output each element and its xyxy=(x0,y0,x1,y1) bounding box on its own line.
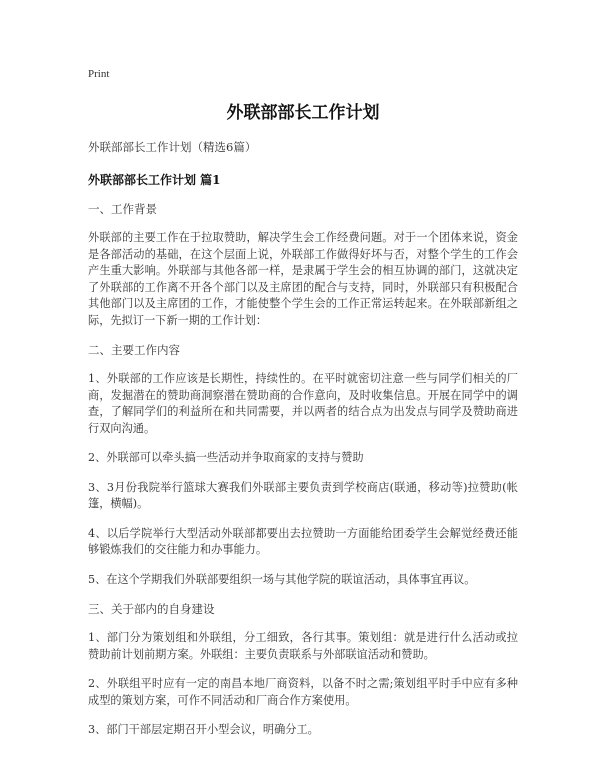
self-building-item-1: 1、部门分为策划组和外联组，分工细致，各行其事。策划组：就是进行什么活动或拉赞助前计划前期方案。外联组：主要负责联系与外部联谊活动和赞助。 xyxy=(88,631,518,661)
section-heading-main-work: 二、主要工作内容 xyxy=(88,343,180,357)
article-heading: 外联部部长工作计划 篇1 xyxy=(88,173,221,187)
main-work-item-2: 2、外联部可以牵头搞一些活动并争取商家的支持与赞助 xyxy=(88,451,364,464)
main-work-item-5: 5、在这个学期我们外联部要组织一场与其他学院的联谊活动，具体事宜再议。 xyxy=(88,572,476,586)
print-link[interactable]: Print xyxy=(88,68,110,80)
self-building-item-3: 3、部门干部层定期召开小型会议，明确分工。 xyxy=(88,723,319,736)
main-work-item-4: 4、以后学院举行大型活动外联部都要出去拉赞助一方面能给团委学生会解觉经费还能够锻炼我们的交往能力和办事能力。 xyxy=(88,526,518,556)
main-work-item-3: 3、3月份我院举行篮球大赛我们外联部主要负责到学校商店(联通，移动等)拉赞助(帐篷，横幅)。 xyxy=(88,480,518,510)
document-subtitle: 外联部部长工作计划（精选6篇） xyxy=(88,140,257,154)
self-building-item-2: 2、外联组平时应有一定的南昌本地厂商资料，以备不时之需;策划组平时手中应有多种成型的策划方案，可作不同活动和厂商合作方案使用。 xyxy=(88,677,518,707)
section-heading-self-building: 三、关于部内的自身建设 xyxy=(88,602,215,616)
background-paragraph: 外联部的主要工作在于拉取赞助，解决学生会工作经费问题。对于一个团体来说，资金是各部活动的基础，在这个层面上说，外联部工作做得好坏与否，对整个学生的工作会产生重大影响。外联部与其他各部一样，是隶属于学生会的相互协调的部门，这就决定了外联部的工作离不开各个部门以及主席团的配合与支持，同时，外联部只有积极配合其他部门以及主席团的工作，才能使整个学生会的工作正常运转起来。在外联部新组之际，先拟订一下新一期的工作计划： xyxy=(88,231,518,327)
main-work-item-1: 1、外联部的工作应该是长期性，持续性的。在平时就密切注意一些与同学们相关的厂商，发掘潜在的赞助商洞察潜在赞助商的合作意向，及时收集信息。开展在同学中的调查，了解同学们的利益所在和共同需要，并以两者的结合点为出发点与同学及赞助商进行双向沟通。 xyxy=(88,372,518,435)
section-heading-background: 一、工作背景 xyxy=(88,202,157,216)
page-title: 外联部部长工作计划 xyxy=(226,103,380,123)
